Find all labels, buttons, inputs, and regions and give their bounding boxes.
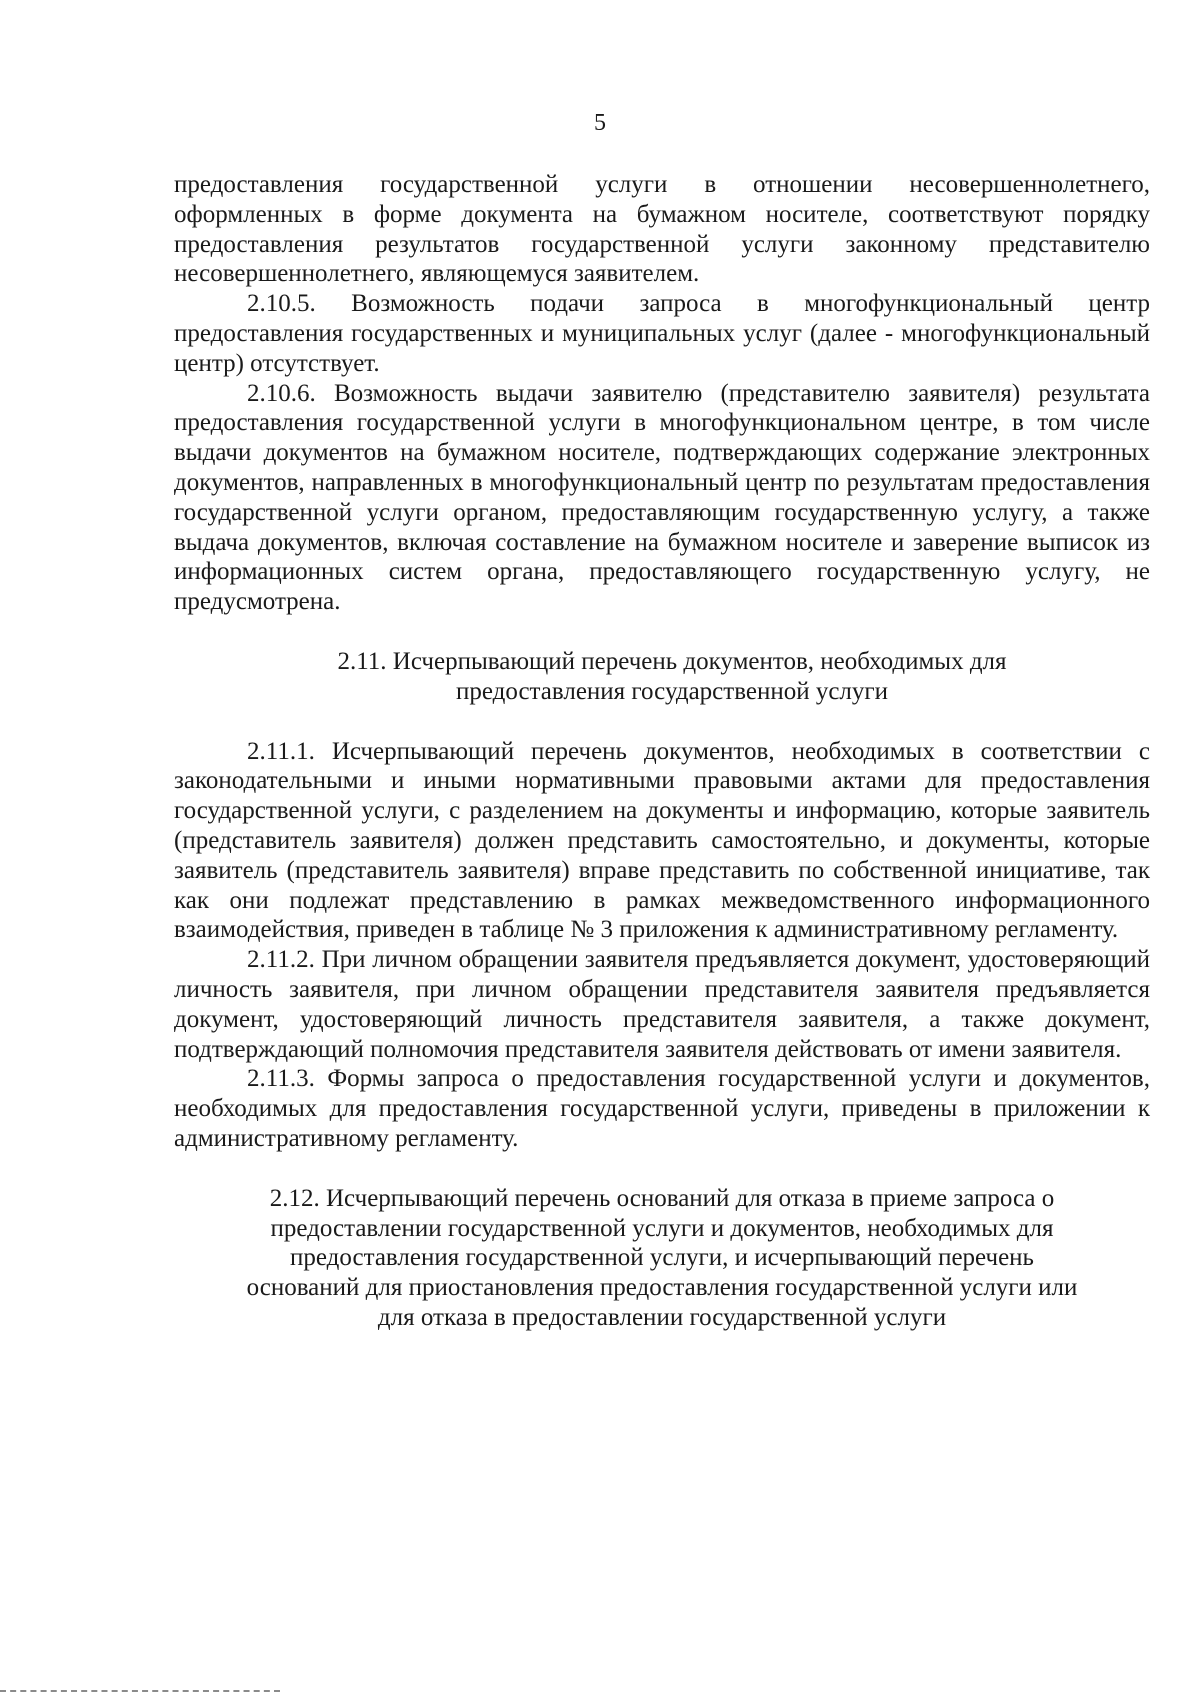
scan-edge-rule bbox=[0, 1690, 280, 1692]
section-heading-2-12 bbox=[174, 1184, 1150, 1333]
heading-2-12-line-3: предоставления государственной услуги, и исчерпывающий перечень bbox=[290, 1244, 1034, 1272]
paragraph-2-11-3: 2.11.3. Формы запроса о предоставления государственной услуги и документов, необходимых для предоставления государственной услуги, приведены в приложении к административному регламенту. bbox=[174, 1065, 1150, 1152]
heading-2-12-line-2: предоставлении государственной услуги и документов, необходимых для bbox=[270, 1214, 1054, 1242]
document-body bbox=[174, 170, 1150, 1333]
heading-2-12-line-1: 2.12. Исчерпывающий перечень оснований для отказа в приеме запроса о bbox=[269, 1184, 1055, 1212]
paragraph-2-10-6: 2.10.6. Возможность выдачи заявителю (представителю заявителя) результата предоставления государственной услуги в многофункциональном центре, в том числе выдачи документов на бумажном носителе, подтверждающих содержание электронных документов, направленных в многофункциональный центр по результатам предоставления государственной услуги органом, предоставляющим государственную услугу, а также выдача документов, включая составление на бумажном носителе и заверение выписок из информационных систем органа, предоставляющего государственную услугу, не предусмотрена. bbox=[174, 379, 1150, 616]
heading-2-11-line-1: 2.11. Исчерпывающий перечень документов, необходимых для bbox=[337, 647, 1007, 675]
heading-2-12-line-4: оснований для приостановления предоставления государственной услуги или bbox=[246, 1274, 1078, 1302]
paragraph-2-10-5: 2.10.5. Возможность подачи запроса в многофункциональный центр предоставления государственных и муниципальных услуг (далее - многофункциональный центр) отсутствует. bbox=[174, 290, 1150, 377]
heading-2-11-line-2: предоставления государственной услуги bbox=[455, 677, 889, 705]
page-number: 5 bbox=[594, 110, 606, 136]
paragraph-2-11-2: 2.11.2. При личном обращении заявителя предъявляется документ, удостоверяющий личность заявителя, при личном обращении представителя заявителя предъявляется документ, удостоверяющий личность представителя заявителя, а также документ, подтверждающий полномочия представителя заявителя действовать от имени заявителя. bbox=[174, 946, 1150, 1063]
paragraph-2-11-1: 2.11.1. Исчерпывающий перечень документов, необходимых в соответствии с законодательными и иными нормативными правовыми актами для предоставления государственной услуги, с разделением на документы и информацию, которые заявитель (представитель заявителя) должен представить самостоятельно, и документы, которые заявитель (представитель заявителя) вправе представить по собственной инициативе, так как они подлежат представлению в рамках межведомственного информационного взаимодействия, приведен в таблице № 3 приложения к административному регламенту. bbox=[174, 737, 1150, 944]
paragraph-continuation: предоставления государственной услуги в отношении несовершеннолетнего, оформленных в форме документа на бумажном носителе, соответствуют порядку предоставления результатов государственной услуги законному представителю несовершеннолетнего, являющемуся заявителем. bbox=[174, 171, 1150, 288]
section-heading-2-11 bbox=[174, 647, 1150, 707]
heading-2-12-line-5: для отказа в предоставлении государственной услуги bbox=[377, 1303, 947, 1331]
